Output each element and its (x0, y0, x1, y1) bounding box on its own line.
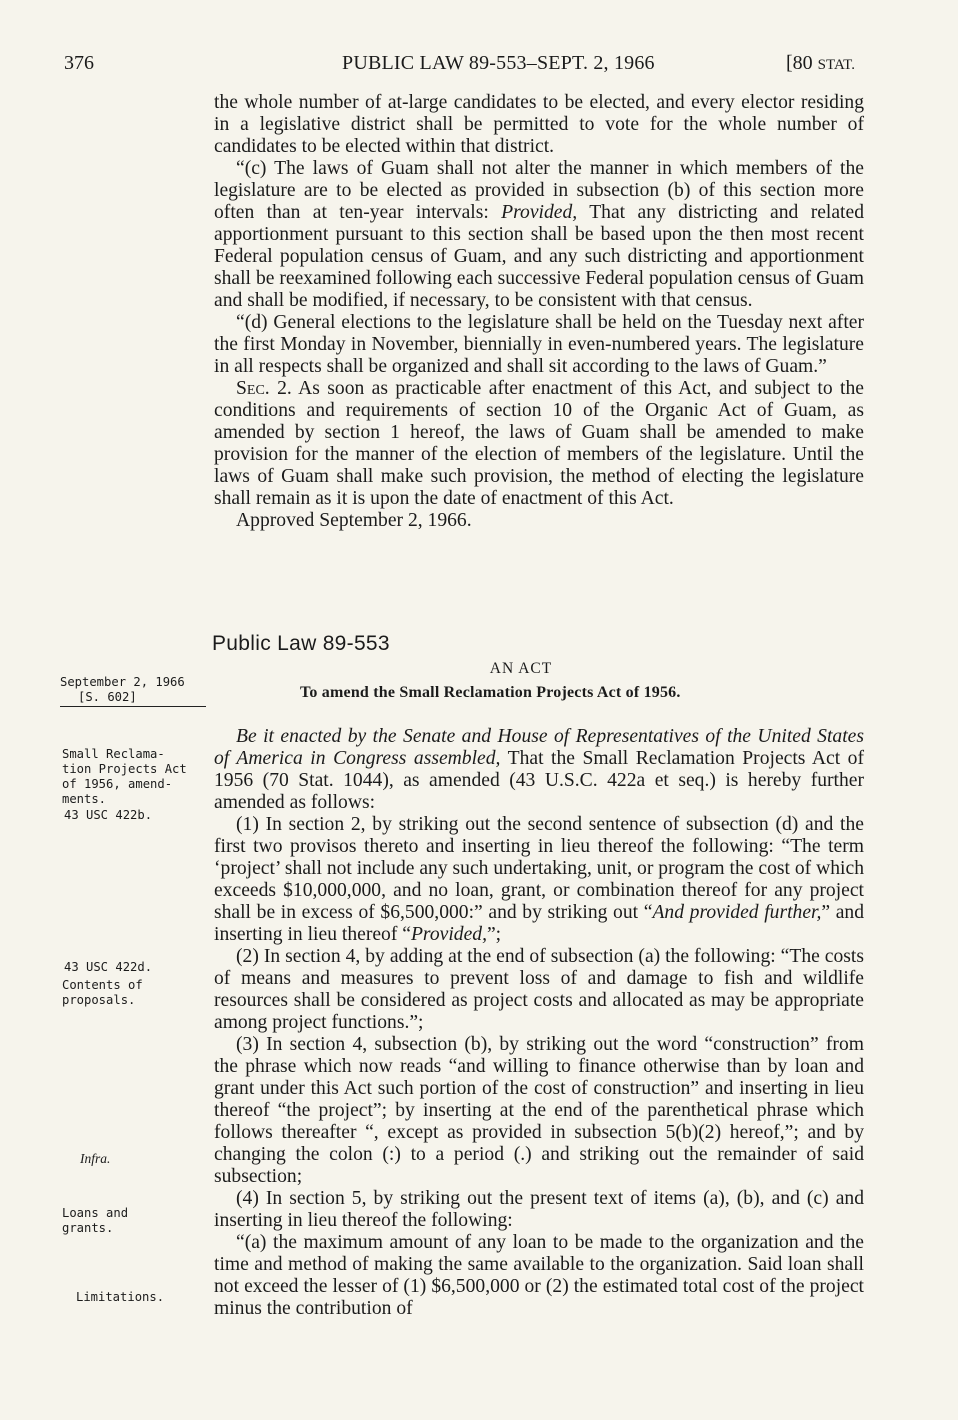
margin-note-usc-422b: 43 USC 422b. (64, 808, 153, 822)
section-label: Sec. 2. (236, 378, 292, 399)
paragraph-subsection-d: “(d) General elections to the legislature shall be held on the Tuesday next after the first Monday in November, biennially in even-numbered years. The legislature in all respects shall be organized and shall sit according to the laws of Guam.” (214, 312, 864, 377)
margin-note-contents: Contents of proposals. (62, 978, 143, 1007)
item-1: (1) In section 2, by striking out the second sentence of subsection (d) and the first two provisos thereto and inserting in lieu thereof the following: “The term ‘project’ shall not include any such undertaking, unit, or program the cost of which exceeds $10,000,000, and no loan, grant, or combination thereof for any project shall be in excess of $6,500,000:” and by striking out “And provided further,” and inserting in lieu thereof “Provided,”; (214, 814, 865, 945)
volume-stat: STAT. (817, 57, 855, 73)
approved-date: Approved September 2, 1966. (236, 510, 472, 531)
item-4a: “(a) the maximum amount of any loan to be made to the organization and the time and method of making the same available to the organization. Said loan shall not exceed the lesser of (1) $6,500,000 or (2) the estimated total cost of the project minus the contribution of (214, 1232, 864, 1319)
margin-note-usc-422d: 43 USC 422d. (64, 960, 153, 974)
running-head: PUBLIC LAW 89-553–SEPT. 2, 1966 (342, 52, 655, 74)
continued-text (214, 92, 864, 532)
volume-reference: [80 STAT. (786, 52, 855, 74)
enacting-clause: Be it enacted by the Senate and House of Representatives of the United States of America in Congress assembled, That the Small Reclamation Projects Act of 1956 (70 Stat. 1044), as amended (43 U.S.C. 422a et seq.) is hereby further amended as follows: (214, 726, 864, 813)
margin-note-loans: Loans and grants. (62, 1206, 129, 1235)
paragraph-section-2: Sec. 2. As soon as practicable after enactment of this Act, and subject to the conditions and requirements of section 10 of the Organic Act of Guam, as amended by section 1 hereof, the laws of Guam shall be amended to make provision for the manner of the election of members of the legislature. Until the laws of Guam shall make such provision, the method of electing the legislature shall remain as it is upon the date of enactment of this Act. (214, 378, 864, 509)
act-purpose: To amend the Small Reclamation Projects Act of 1956. (300, 684, 681, 701)
public-law-title: Public Law 89-553 (212, 632, 390, 655)
margin-note-infra: Infra. (80, 1151, 111, 1166)
margin-divider (60, 706, 206, 707)
margin-note-limitations: Limitations. (76, 1290, 165, 1304)
margin-note-date: September 2, 1966 [S. 602] (60, 675, 185, 704)
item-4: (4) In section 5, by striking out the present text of items (a), (b), and (c) and inserting in lieu thereof the following: (214, 1188, 864, 1231)
an-act-heading: AN ACT (489, 660, 553, 677)
item-3: (3) In section 4, subsection (b), by striking out the word “construction” from the phrase which now reads “and willing to finance otherwise than by loan and grant under this Act such portion of the cost of construction” and inserting in lieu thereof “the project”; by inserting at the end of the parenthetical phrase which follows thereafter “, except as provided in subsection 5(b)(2) hereof,”; and by changing the colon (:) to a period (.) and striking out the remainder of said subsection; (214, 1034, 864, 1187)
page-header (0, 52, 958, 82)
item-2: (2) In section 4, by adding at the end of subsection (a) the following: “The costs of means and measures to prevent loss of and damage to fish and wildlife resources shall be considered as project costs and allocated as may be appropriate among project functions.”; (214, 946, 864, 1033)
paragraph-at-large: the whole number of at-large candidates to be elected, and every elector residing in a legislative district shall be permitted to vote for the whole number of candidates to be elected within that district. (214, 92, 864, 157)
act-text (214, 726, 864, 1320)
margin-note-small-reclamation: Small Reclama- tion Projects Act of 1956, amend- ments. (62, 747, 187, 806)
paragraph-subsection-c: “(c) The laws of Guam shall not alter the manner in which members of the legislature are to be elected as provided in subsection (b) of this section more often than at ten-year intervals: Provided, That any districting and related apportionment pursuant to this section shall be based upon the then most recent Federal population census of Guam, and any such districting and apportionment shall be reexamined following each successive Federal population census of Guam and shall be modified, if necessary, to be consistent with that census. (214, 158, 864, 311)
page-number: 376 (64, 52, 94, 74)
